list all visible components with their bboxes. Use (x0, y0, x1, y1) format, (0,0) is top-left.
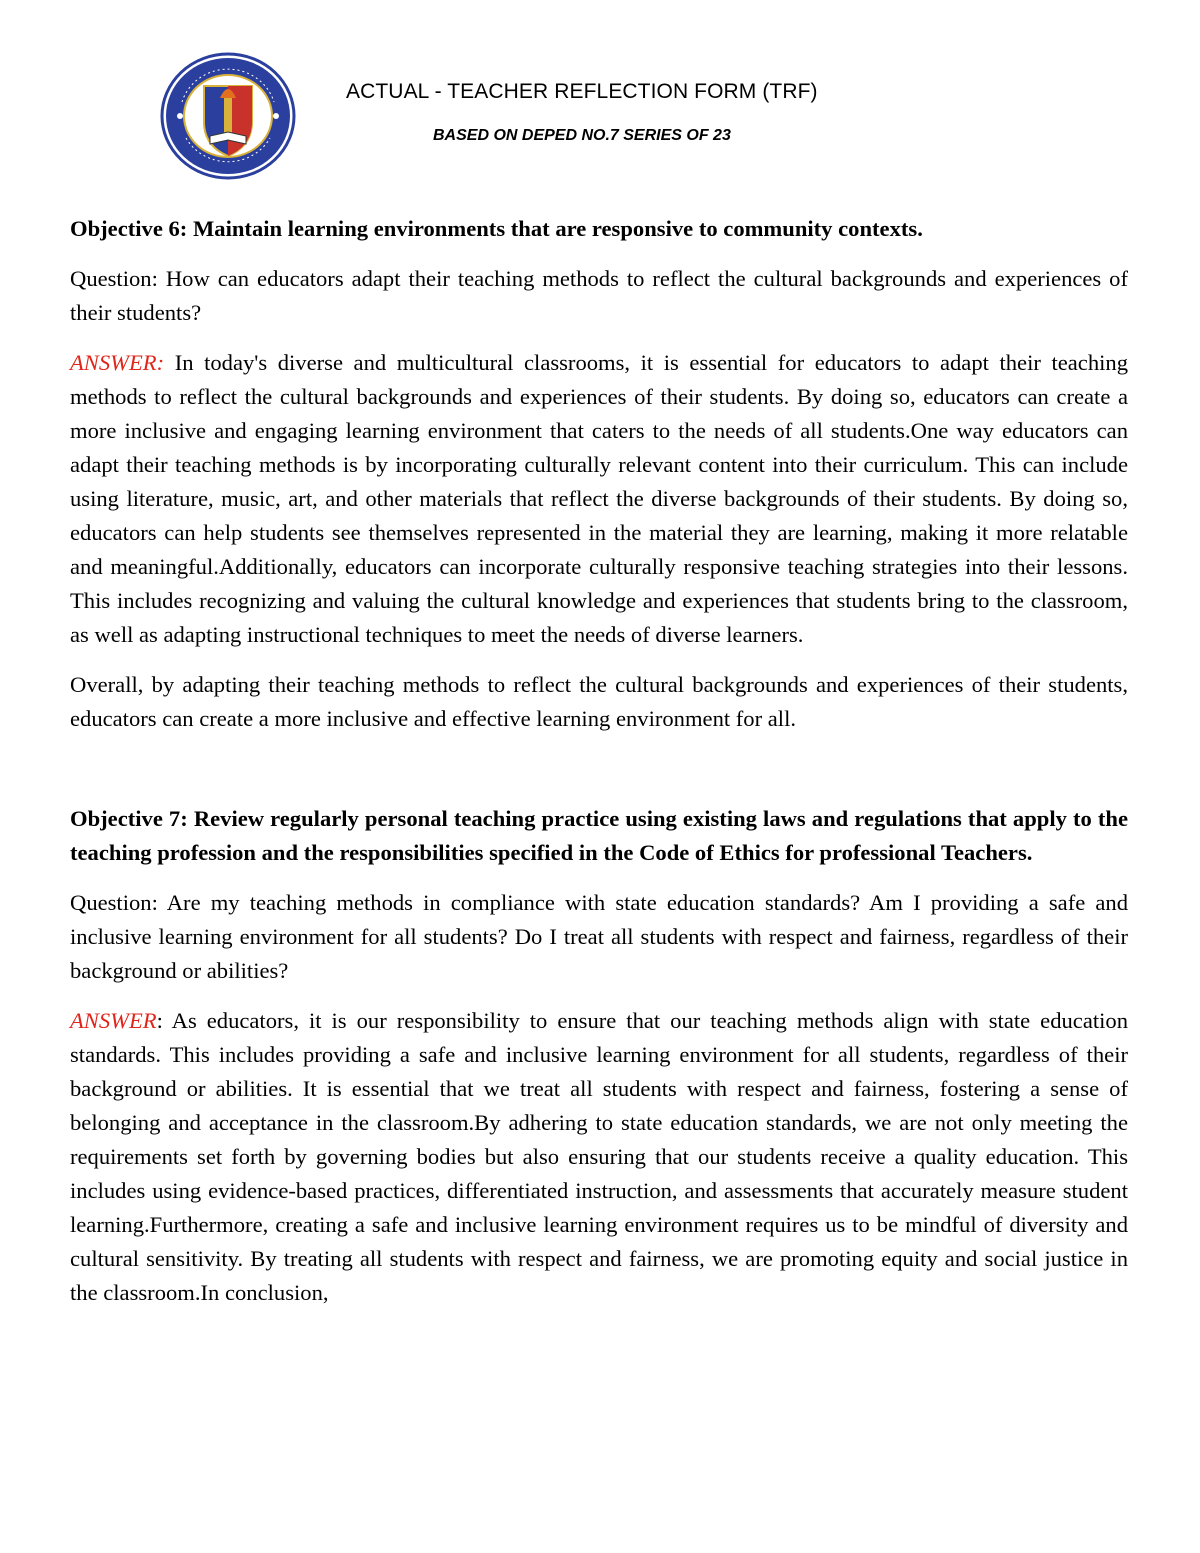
objective-7-heading: Objective 7: Review regularly personal teaching practice using existing laws and regulations that apply to the teaching profession and the responsibilities specified in the Code of Ethics for professional Teachers. (70, 806, 1128, 865)
section-spacer (70, 752, 1128, 802)
objective-6-conclusion: Overall, by adapting their teaching methods to reflect the cultural backgrounds and experiences of their students, educators can create a more inclusive and effective learning environment for all. (70, 672, 1128, 731)
objective-6-answer (70, 346, 1128, 652)
answer-label: ANSWER: (70, 350, 165, 375)
document-header (160, 52, 1140, 182)
objective-7-question: Question: Are my teaching methods in compliance with state education standards? Am I providing a safe and inclusive learning environment for all students? Do I treat all students with respect and fairness, regardless of their background or abilities? (70, 890, 1128, 983)
objective-6-question: Question: How can educators adapt their teaching methods to reflect the cultural backgrounds and experiences of their students? (70, 266, 1128, 325)
objective-6-heading: Objective 6: Maintain learning environments that are responsive to community contexts. (70, 216, 923, 241)
answer-text: : As educators, it is our responsibility to ensure that our teaching methods align with state education standards. This includes providing a safe and inclusive learning environment for all students, regardless of their background or abilities. It is essential that we treat all students with respect and fairness, fostering a sense of belonging and acceptance in the classroom.By adhering to state education standards, we are not only meeting the requirements set forth by governing bodies but also ensuring that our students receive a quality education. This includes using evidence-based practices, differentiated instruction, and assessments that accurately measure student learning.Furthermore, creating a safe and inclusive learning environment requires us to be mindful of diversity and cultural sensitivity. By treating all students with respect and fairness, we are promoting equity and social justice in the classroom.In conclusion, (70, 1008, 1128, 1305)
document-body (70, 212, 1128, 1326)
deped-seal-icon (160, 52, 296, 180)
form-subtitle: BASED ON DEPED NO.7 SERIES OF 23 (433, 127, 731, 144)
answer-label: ANSWER (70, 1008, 157, 1033)
objective-7-answer (70, 1004, 1128, 1310)
form-title: ACTUAL - TEACHER REFLECTION FORM (TRF) (346, 80, 818, 103)
answer-text: In today's diverse and multicultural classrooms, it is essential for educators to adapt their teaching methods to reflect the cultural backgrounds and experiences of their students. By doing so, educators can create a more inclusive and engaging learning environment that caters to the needs of all students.One way educators can adapt their teaching methods is by incorporating culturally relevant content into their curriculum. This can include using literature, music, art, and other materials that reflect the diverse backgrounds of their students. By doing so, educators can help students see themselves represented in the material they are learning, making it more relatable and meaningful.Additionally, educators can incorporate culturally responsive teaching strategies into their lessons. This includes recognizing and valuing the cultural knowledge and experiences that students bring to the classroom, as well as adapting instructional techniques to meet the needs of diverse learners. (70, 350, 1128, 647)
